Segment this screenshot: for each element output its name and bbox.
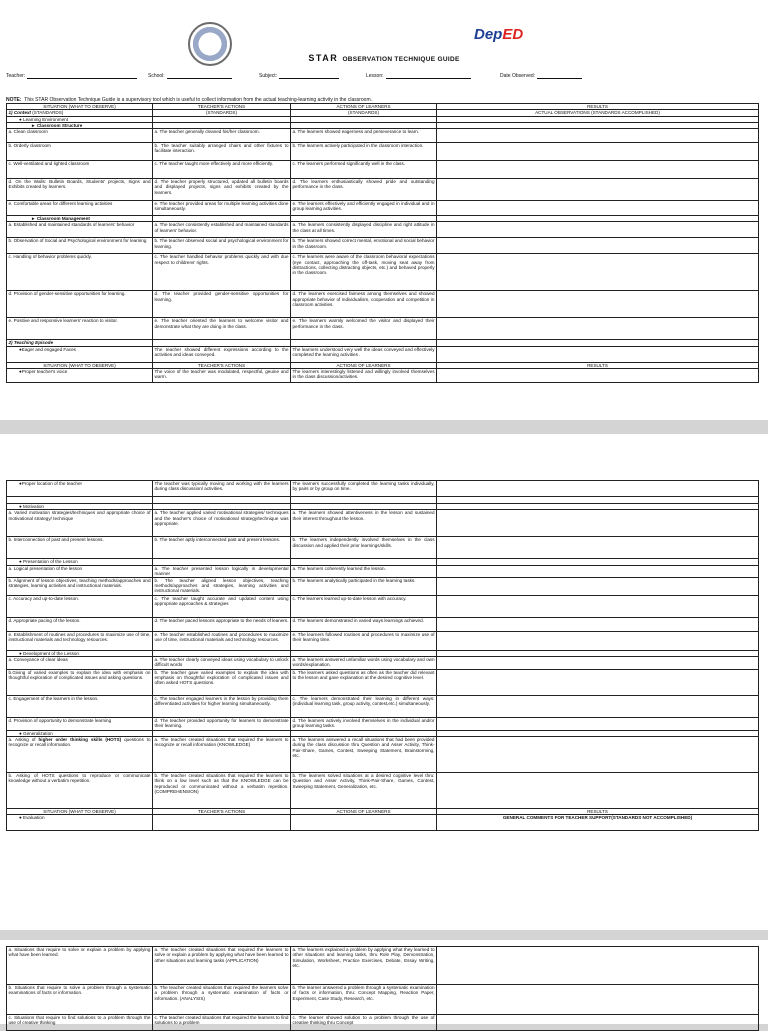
table-header-repeat: SITUATION (WHAT TO OBSERVE) TEACHER'S ACTIONS ACTIONS OF LEARNERS RESULTS [7,362,759,368]
section-generalization: ● Generalization [7,730,153,736]
result-cell[interactable] [437,947,759,985]
table-row: c. Handling of behavior problems quickly. c. The teacher handled behavior problems quickly and with due respect to childrens' rights. c. The learners were aware of the classroom behavioral expectations (eye contact, approaching the off-task, moving seat away from distractions, collecting distracting objects, etc.) and behaved properly in the classroom. [7,254,759,291]
table-row: d. On the Walls: Bulletin Boards, Students' projects, Signs and Exhibits created by learners. d. The teacher properly structured, updated all bulletin boards and displayed projects, signs and exhibits created by the learners. d. The learners enthusiastically showed pride and outstanding performance in the class. [7,179,759,201]
actual-observations-header: ACTUAL OBSERVATIONS (STANDARDS ACCOMPLISHED) [437,110,759,116]
document-page-1 [0,0,768,420]
section-presentation: ● Presentation of the Lesson [7,559,153,565]
document-page-2 [0,434,768,930]
section-learning-environment: ● Learning Environment [7,116,153,122]
result-cell[interactable] [437,537,759,559]
result-cell[interactable] [437,318,759,340]
table-row: a. Asking of higher order thinking skills (HOTS) questions to recognize or recall information. a. The teacher created situations that required the learners to recognize or recall information (KNOWLEDGE) a. The learners answered a recall situations that had been provided during the class discussion thru Question and Asser Activity, Think-Pair-Share, Games, Contest, Sweeping Statement, Brainstorming, etc. [7,737,759,773]
table-row: a. Varied motivation strategies/techniques and appropriate choice of motivational strategy/ technique a. The teacher applied varied motivational strategies/ techniques and the teacher's choice of motivational strategy/technique was appropriate. a. The learners showed attentiveness in the lesson and sustained their interest throughout the lesson. [7,510,759,537]
table-row: a. Situations that require to solve or explain a problem by applying what have been learned. a. The teacher created situations that required the learners to solve or explain a problem by applying what have been learned to other situations and learning tasks (APPLICATION) a. The learners explained a problem by applying what they learned to other situations and learning tasks, thru Role Play, Demonstration, Simulation, Worksheet, Practice Exercises, Debate, Essay Writing, etc. [7,947,759,985]
result-cell[interactable] [437,565,759,577]
result-cell[interactable] [437,773,759,809]
table-row: b. Asking of HOTS questions to reproduce or communicate knowledge without a verbatim repetition. b. The teacher created situations that required the learners to think on a low level such as that the KNOWLEDGE can be reproduced or communicated without a verbatim repetition. (COMPREHENSION) b. The learners solved situations at a desired cognitive level thru: Question and Asser Activity, Think-Pair-Share, Games, Contest, Sweeping Statement, Generalization, etc. [7,773,759,809]
learner-standards: (STANDARDS) [291,110,437,116]
table-row: c. Situations that require to find solutions to a problem through the use of creative thinking c. The teacher created situations that required the learners to find solutions to a problem c. The learner showed solution to a problem through the use of creative thinking thru Concept [7,1015,759,1031]
col-learner-actions: ACTIONS OF LEARNERS [291,104,437,110]
table-row: c. Engagement of the learners in the lesson. c. The teacher engaged learners in the lesson by providing them differentiated activities for higher learning simultaneously. c. The learners demonstrated their learning in different ways: (individual learning task, group activity, contest,etc.) simultaneously. [7,695,759,717]
school-field[interactable]: School: [148,72,232,79]
teacher-field[interactable]: Teacher: [6,72,137,79]
result-cell[interactable] [437,291,759,318]
note: NOTE: This STAR Observation Technique Guide is a supervisory tool which is useful to collect information from the actual teaching-learning activity in the classroom. [6,97,373,103]
result-cell[interactable] [437,254,759,291]
col-teacher-actions: TEACHER'S ACTIONS [153,104,291,110]
table-row: b. Orderly classroom b. The teacher suitably arranged chairs and other fixtures to facilitate interaction. b. The learners actively participated in the classroom interaction. [7,143,759,161]
table-row: ●Proper location of the teacher The teacher was typically moving and working with the learners during class discussion/ activities. The learners successfully completed the learning tasks individually, by pairs or by group on time. [7,481,759,497]
section-motivation: ● Motivation [7,504,153,510]
result-cell[interactable] [437,656,759,669]
result-cell[interactable] [437,631,759,650]
observation-table-2 [6,480,759,831]
section-classroom-structure: ► Classroom Structure [7,122,153,128]
result-cell[interactable] [437,369,759,383]
general-comments-header: GENERAL COMMENTS FOR TEACHER SUPPORT(STANDARDS NOT ACCOMPLISHED) [437,815,759,831]
table-row: b. Alignment of lesson objectives, teaching methods/approaches and strategies, learning activities and instructional materials. b. The teacher aligned lesson objectives, teaching methods/approaches and strategies, learning activities and instructional materials. b. The learners analytically participated in the learning tasks. [7,577,759,595]
document-page-3 [0,940,768,1024]
table-row: a. Clean classroom a. The teacher generally cleaned his/her classroom. a. The learners showed eagerness and perseverance to learn. [7,129,759,143]
result-cell[interactable] [437,143,759,161]
table-row: b. Situations that require to solve a problem through a systematic examinations of facts or information. b. The teacher created situations that required the learners solve a problem through a systematic examination of facts or information. (ANALYSIS) b. The learner answered a problem through a systematic examination of facts or information, thru: Concept Mapping, Reaction Paper, Experiment, Case Study, Research, etc. [7,985,759,1015]
table-row: ●Eager and engaged Faces The teacher showed different expressions according to the activities and ideas conveyed. The learners understood very well the ideas conveyed and effectively completed the learning activities . [7,346,759,362]
table-header-repeat: SITUATION (WHAT TO OBSERVE) TEACHER'S ACTIONS ACTIONS OF LEARNERS RESULTS [7,809,759,815]
table-row: c. Accuracy and up-to-date lesson. c. The teacher taught accurate and updated content using appropriate approaches & strategies c. The learners learned up-to-date lesson with accuracy. [7,595,759,617]
date-observed-field[interactable]: Date Observed: [500,72,582,79]
section-development: ● Development of the Lesson [7,650,153,656]
result-cell[interactable] [437,238,759,254]
result-cell[interactable] [437,577,759,595]
table-row: a. Conveyance of clear ideas a. The teacher clearly conveyed ideas using vocabulary to unlock difficult words a. The learners answered unfamiliar words using vocabulary and own words/explanation. [7,656,759,669]
result-cell[interactable] [437,201,759,216]
table-row: d. Provision of opportunity to demonstrate learning d. The teacher provided opportunity for learners to demonstrate their learning. d. The learners actively involved themselves in the individual and/or group learning tasks. [7,717,759,730]
result-cell[interactable] [437,346,759,362]
section-teaching-episode: 2) Teaching Episode [7,340,153,346]
table-row: a. Established and maintained standards of learners' behavior a. The teacher consistently established and maintained standards of learners' behavior. a. The learners consistently displayed discipline and right attitude in the class at all times. [7,222,759,238]
subject-field[interactable]: Subject: [259,72,339,79]
table-row: ●Proper teacher's voice The voice of the teacher was modulated, respectful, geuine and warm. The learners interestingly listened and willingly involved themselves in the class discussion/activities. [7,369,759,383]
observation-table-3 [6,946,759,1031]
result-cell[interactable] [437,481,759,497]
table-row: b. Interconnection of past and present lessons. b. The teacher aptly interconnected past and present lessons. b. The learners independently involved themselves in the class discussion and applied their prior learnings/skills. [7,537,759,559]
result-cell[interactable] [437,510,759,537]
result-cell[interactable] [437,222,759,238]
result-cell[interactable] [437,717,759,730]
table-row: a. Logical presentation of the lesson a. The teacher presented lesson logically in developmental manner a. The learners coherently learned the lesson. [7,565,759,577]
table-row: d. Appropriate pacing of the lesson. d. The teacher paced lessons appropriate to the needs of leaners. d. The learners demonstrated in varied ways learnings achieved. [7,617,759,631]
observation-table-1 [6,103,759,383]
result-cell[interactable] [437,617,759,631]
table-row: b.Giving of varied examples to explain the idea with emphasis on thoughtful exploration of complicated issues and asking questions. b. The teacher gave varied examples to explain the idea with emphasis on thoughtful exploration of complicated issues and often asked HOTS questions. b. The learners asked questions as often as the teacher did relevant to the lesson and gave explanation at the desired cognitive level. [7,669,759,695]
result-cell[interactable] [437,179,759,201]
section-classroom-management: ► Classroom Management [7,216,153,222]
deped-logo: DepED [474,26,524,43]
col-results: RESULTS [437,104,759,110]
col-situation: SITUATION (WHAT TO OBSERVE) [7,104,153,110]
result-cell[interactable] [437,129,759,143]
result-cell[interactable] [437,695,759,717]
result-cell[interactable] [437,669,759,695]
table-row: e. Positive and responsive learners' reaction to visitor. e. The teacher oriented the learners to welcome visitor and demonstrate what they are doing in the class. e. The learners warmly welcomed the visitor and displayed their performance in the class. [7,318,759,340]
result-cell[interactable] [437,737,759,773]
result-cell[interactable] [437,161,759,179]
result-cell[interactable] [437,1015,759,1031]
table-row: e. Comfortable areas for different learning activities e. The teacher provided areas for multiple learning activities done simultaneously. e. The learners effectively and efficiently engaged in individual and in group learning activities. [7,201,759,216]
table-row: e. Establishment of routines and procedures to maximize use of time, instructional materials and technology resources. e. The teacher established routines and procedures to maximize use of time, instructional materials and technology resources. e. The learners followed routines and procedures to maximize use of their learning time. [7,631,759,650]
lesson-field[interactable]: Lesson: [366,72,471,79]
context-label: 1) Context (STANDARDS) [7,110,153,116]
page-title: STAR OBSERVATION TECHNIQUE GUIDE [308,53,460,63]
result-cell[interactable] [437,985,759,1015]
section-evaluation: ● Evaluation [7,815,153,831]
teacher-standards: (STANDARDS) [153,110,291,116]
table-row: d. Provision of gender-sensitive opportunities for learning. d. The teacher provided gender-sensitive opportunities for learning. d. The learners exercised fairness among themselves and showed appropriate behavior of individualism, cooperation and competition in classroom activities. [7,291,759,318]
table-row: b. Observation of Social and Psychological environment for learning b. The teacher observed social and psychological environment for learning. b. The learners showed correct mental, emotional and social behavior in the classroom. [7,238,759,254]
result-cell[interactable] [437,595,759,617]
table-row: c. Well-ventilated and lighted classroom c. The teacher taught more effectively and more efficiently. c. The learners performed significantly well in the class. [7,161,759,179]
